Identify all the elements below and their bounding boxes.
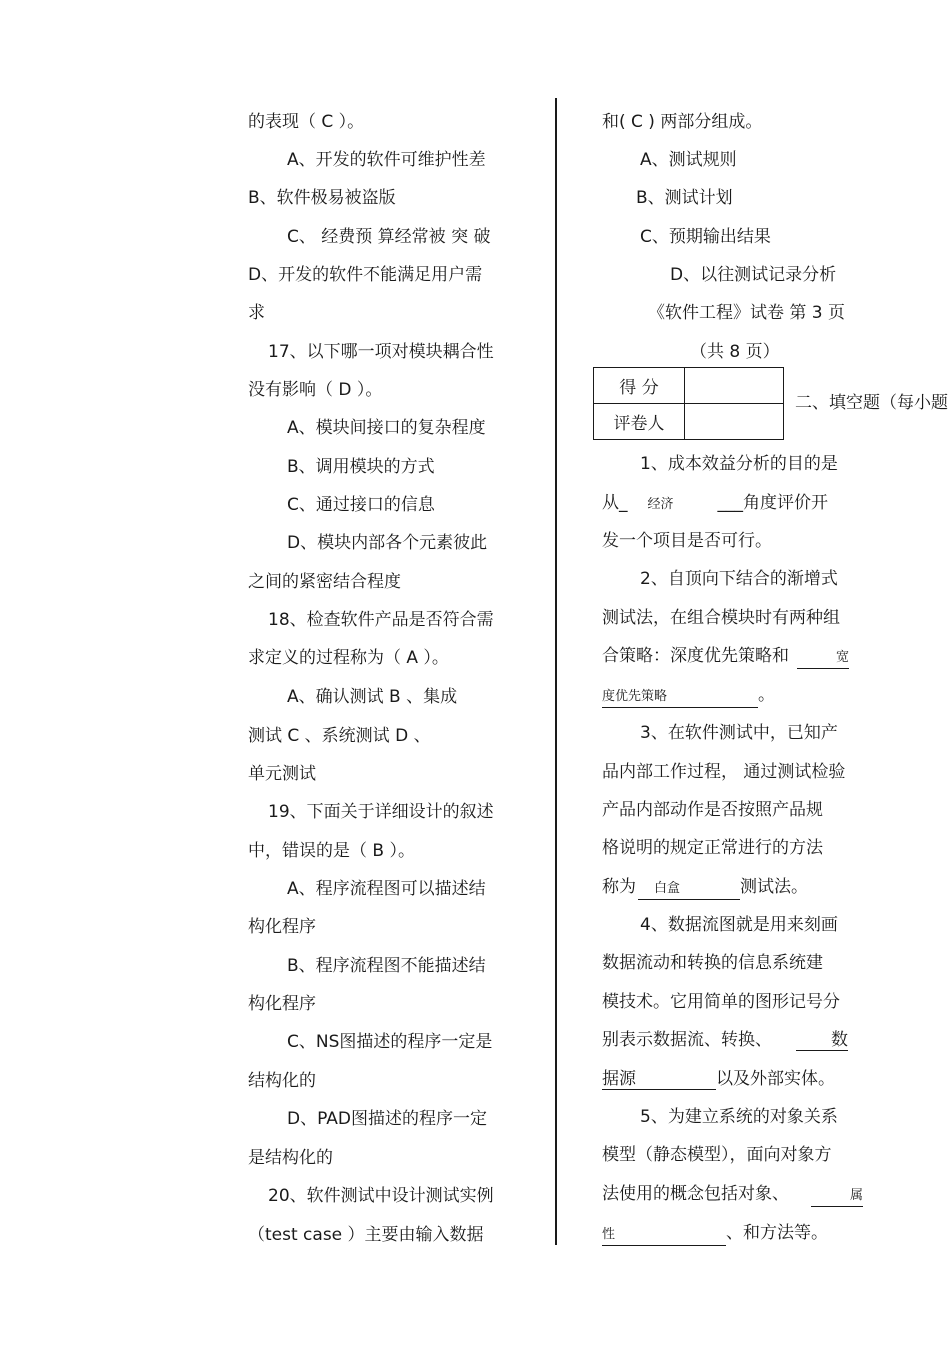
option-d-cont: 之间的紧密结合程度: [248, 572, 401, 592]
fill-question-3: 3、在软件测试中，已知产: [640, 723, 838, 743]
text-fragment: ___角度评价开: [717, 493, 829, 513]
option-d: D、以往测试记录分析: [670, 265, 837, 285]
answer-blank: 数: [796, 1030, 848, 1051]
answer-blank: 属: [811, 1186, 863, 1207]
fill-question-4-cont: 模技术。它用简单的图形记号分: [602, 992, 840, 1012]
text-line: 的表现（ C ）。: [248, 112, 365, 132]
option-c: C、NS图描述的程序一定是: [287, 1032, 493, 1052]
fill-question-5: 5、为建立系统的对象关系: [640, 1107, 838, 1127]
options-line: 单元测试: [248, 764, 316, 784]
answer-blank: 白盒: [638, 879, 740, 900]
grader-value-cell: [685, 404, 784, 440]
text-fragment: 、和方法等。: [726, 1223, 828, 1243]
question-17: 17、以下哪一项对模块耦合性: [268, 342, 494, 362]
page-count: （共 8 页）: [690, 342, 780, 362]
text-fragment: 法使用的概念包括对象、: [602, 1184, 789, 1204]
text-fragment: 别表示数据流、转换、: [602, 1030, 772, 1050]
fill-question-4: 4、数据流图就是用来刻画: [640, 915, 838, 935]
text-line: 求: [248, 303, 265, 323]
option-b: B、调用模块的方式: [287, 457, 435, 477]
text-fragment: 称为: [602, 877, 636, 897]
question-18: 18、检查软件产品是否符合需: [268, 610, 494, 630]
text-fragment: 合策略：深度优先策略和: [602, 646, 789, 666]
option-b: B、测试计划: [636, 188, 733, 208]
option-c-cont: 结构化的: [248, 1071, 316, 1091]
options-line: 测试 C 、系统测试 D 、: [248, 726, 431, 746]
question-17-cont: 没有影响（ D ）。: [248, 380, 383, 400]
option-a: A、开发的软件可维护性差: [287, 150, 486, 170]
answer-blank: 宽: [797, 648, 849, 669]
text-fragment: 测试法。: [740, 877, 808, 897]
question-20: 20、软件测试中设计测试实例: [268, 1186, 494, 1206]
option-b: B、软件极易被盗版: [248, 188, 396, 208]
option-b-cont: 构化程序: [248, 994, 316, 1014]
question-20-cont: （test case ）主要由输入数据: [248, 1225, 484, 1245]
option-c: C、 经费预 算经常被 突 破: [287, 227, 491, 247]
fill-question-1-cont: [602, 491, 828, 517]
column-divider: [555, 98, 557, 1245]
question-19-cont: 中，错误的是（ B ）。: [248, 841, 415, 861]
fill-question-3-cont: 格说明的规定正常进行的方法: [602, 838, 823, 858]
option-a: A、程序流程图可以描述结: [287, 879, 486, 899]
score-value-cell: [685, 368, 784, 404]
section-title: 二、填空题（每小题: [795, 393, 948, 413]
option-b: B、程序流程图不能描述结: [287, 956, 486, 976]
fill-question-4-cont: 数据流动和转换的信息系统建: [602, 953, 823, 973]
option-c: C、预期输出结果: [640, 227, 771, 247]
answer-blank: 据源: [602, 1069, 716, 1090]
fill-question-5-cont: [602, 1221, 828, 1246]
option-d: D、PAD图描述的程序一定: [287, 1109, 487, 1129]
fill-question-5-cont: 模型（静态模型），面向对象方: [602, 1145, 832, 1165]
fill-question-3-cont: 品内部工作过程， 通过测试检验: [602, 762, 846, 782]
grader-label: 评卷人: [594, 404, 685, 440]
answer-blank: 性: [602, 1225, 726, 1246]
question-20-end: 和( C ) 两部分组成。: [602, 112, 763, 132]
page-footer: 《软件工程》试卷 第 3 页: [648, 303, 846, 323]
text-fragment: 。: [758, 685, 775, 705]
text-fragment: 从_: [602, 493, 628, 513]
option-a: A、模块间接口的复杂程度: [287, 418, 486, 438]
text-fragment: 以及外部实体。: [716, 1069, 835, 1089]
question-18-cont: 求定义的过程称为（ A ）。: [248, 648, 449, 668]
fill-question-4-cont: [602, 1028, 848, 1052]
question-19: 19、下面关于详细设计的叙述: [268, 802, 494, 822]
fill-question-5-cont: [602, 1182, 863, 1207]
option-d: D、开发的软件不能满足用户需: [248, 265, 483, 285]
score-box: [593, 367, 784, 440]
answer: 经济: [647, 497, 674, 512]
answer-blank: 度优先策略: [602, 687, 758, 708]
options-line: A、确认测试 B 、集成: [287, 687, 458, 707]
score-label: 得 分: [594, 368, 685, 404]
fill-question-2-cont: 测试法，在组合模块时有两种组: [602, 608, 840, 628]
fill-question-1: 1、成本效益分析的目的是: [640, 454, 838, 474]
option-d: D、模块内部各个元素彼此: [287, 533, 488, 553]
option-d-cont: 是结构化的: [248, 1148, 333, 1168]
fill-question-2-cont: [602, 644, 849, 669]
fill-question-2: 2、自顶向下结合的渐增式: [640, 569, 838, 589]
fill-question-3-cont: 产品内部动作是否按照产品规: [602, 800, 823, 820]
fill-question-4-cont: [602, 1067, 835, 1091]
fill-question-3-cont: [602, 875, 808, 900]
fill-question-2-cont: [602, 683, 775, 708]
option-a-cont: 构化程序: [248, 917, 316, 937]
option-c: C、通过接口的信息: [287, 495, 435, 515]
fill-question-1-cont: 发一个项目是否可行。: [602, 531, 772, 551]
option-a: A、测试规则: [640, 150, 737, 170]
